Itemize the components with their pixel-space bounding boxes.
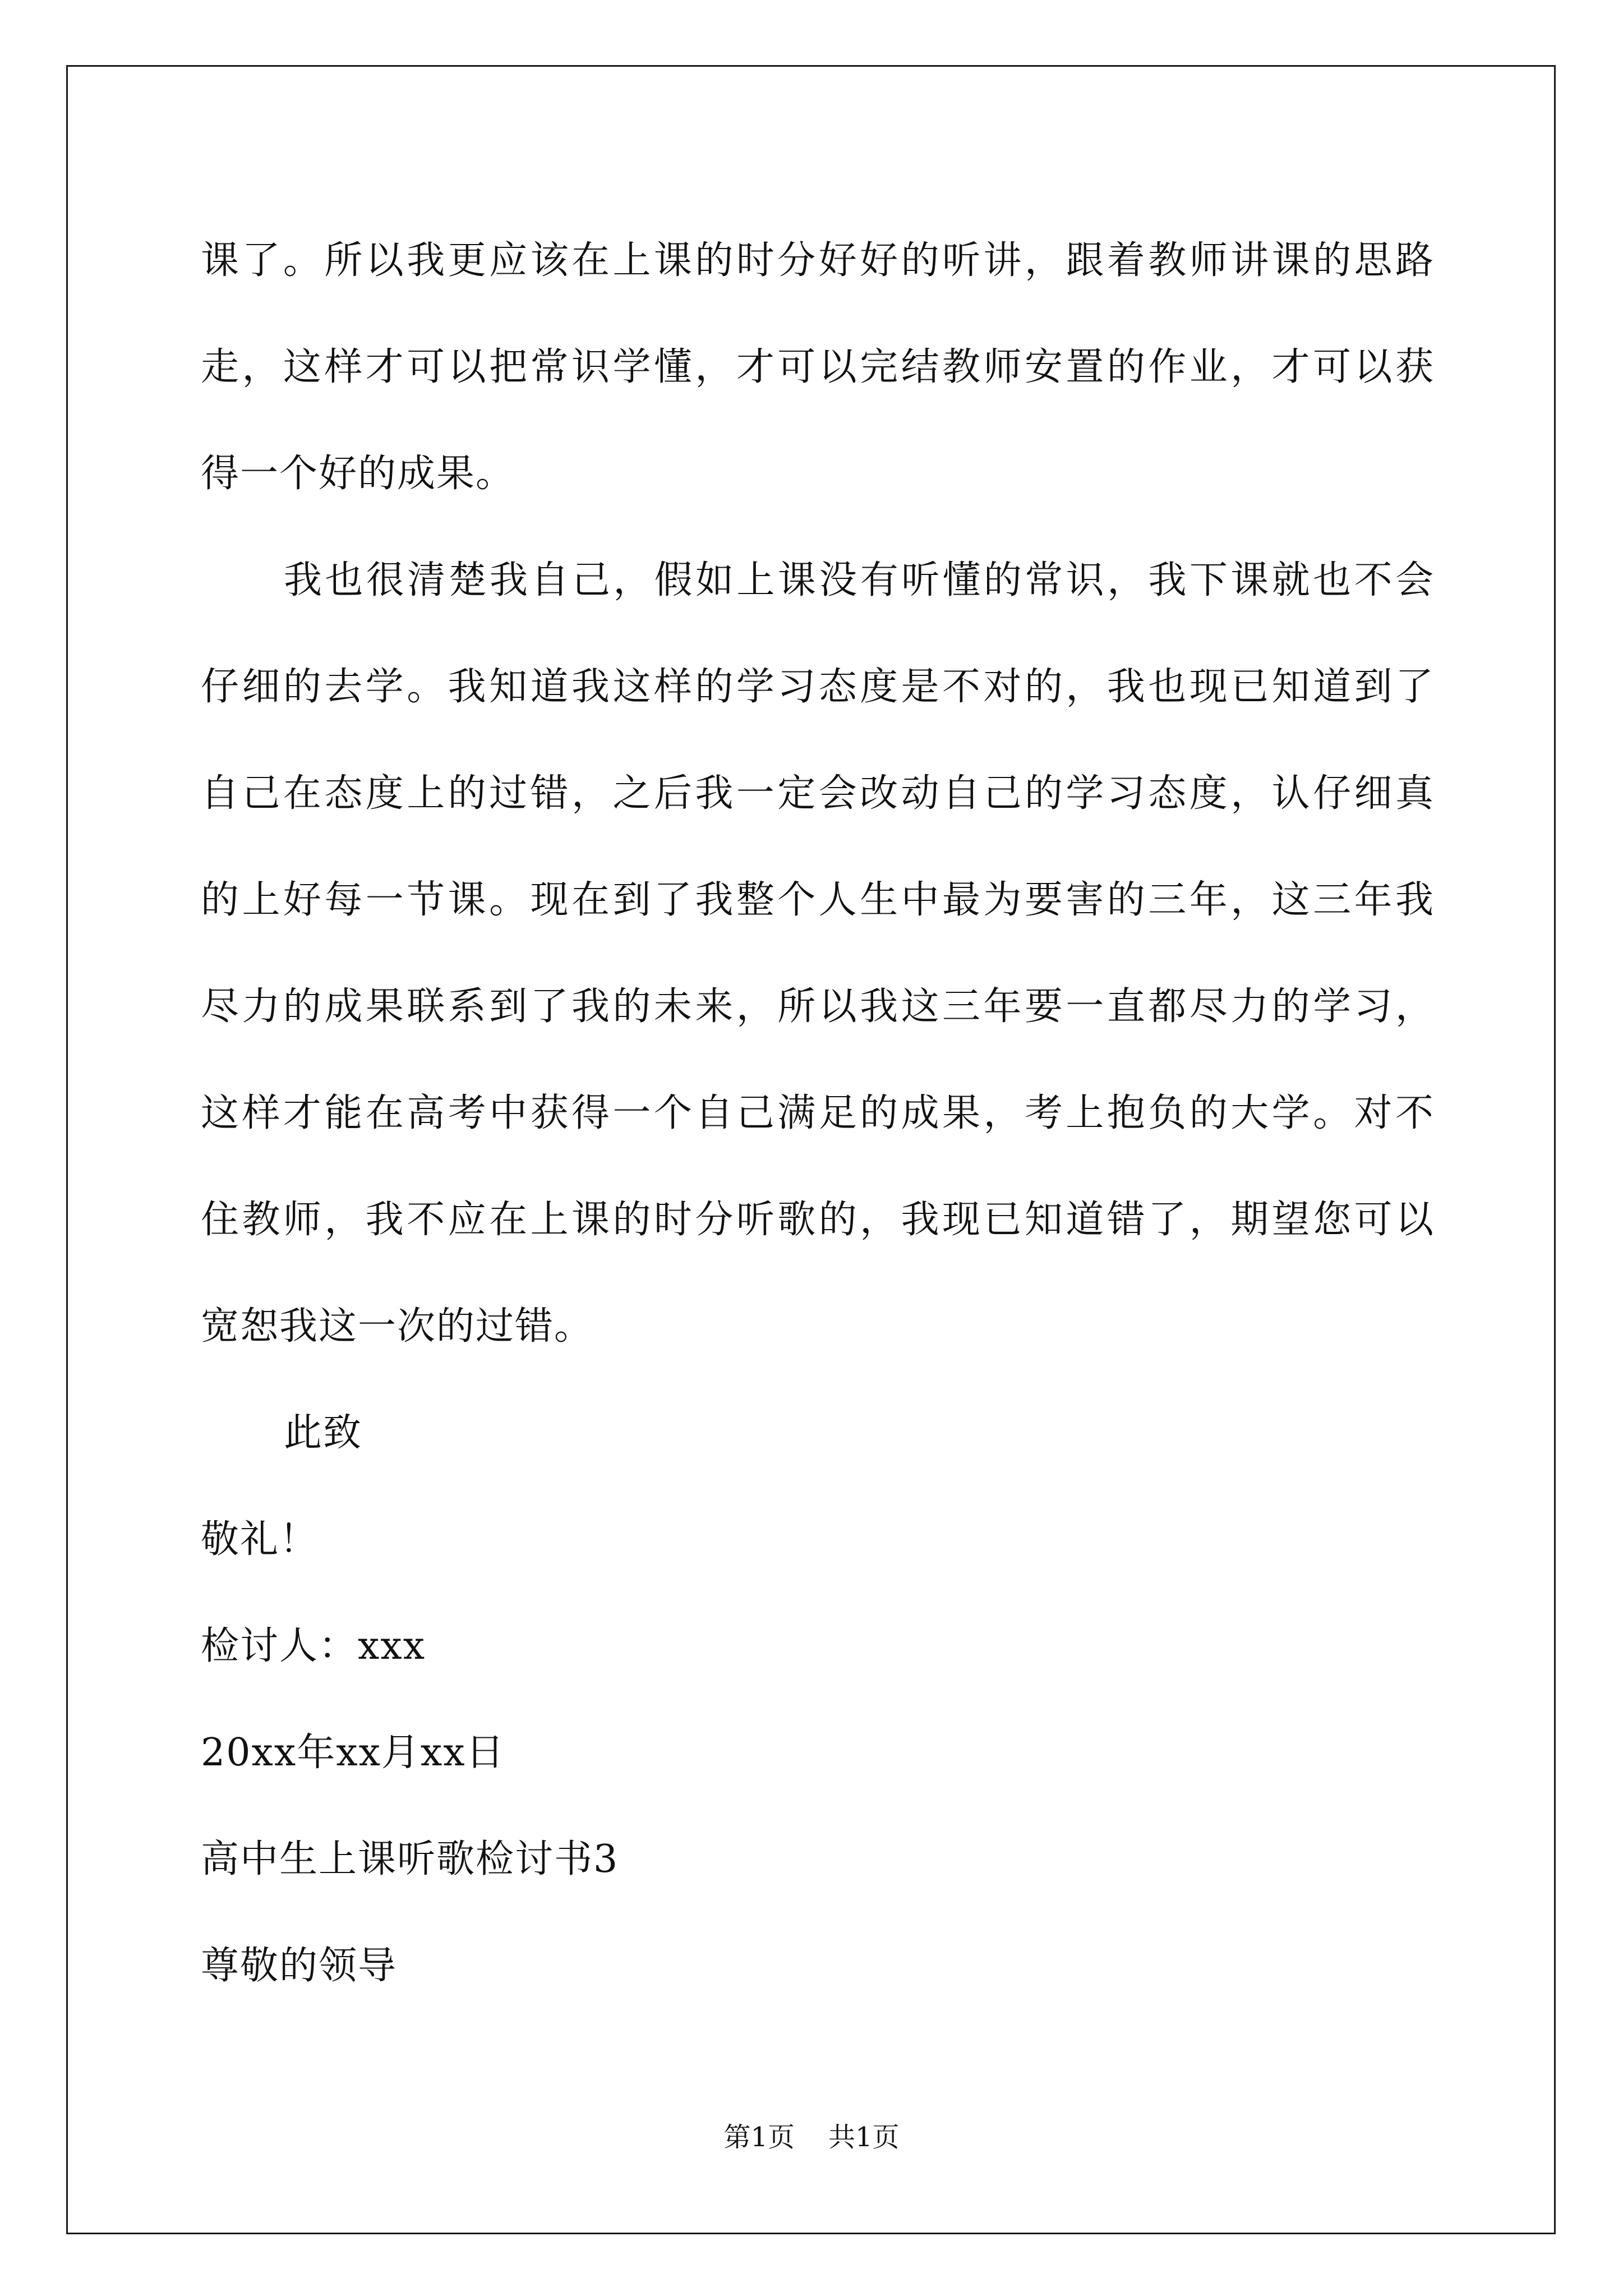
document-body bbox=[201, 208, 1435, 2019]
paragraph-line: 课了。所以我更应该在上课的时分好好的听讲，跟着教师讲课的思路 bbox=[201, 238, 1435, 283]
closing-salutation: 此致 bbox=[284, 1411, 363, 1455]
greeting-line: 尊敬的领导 bbox=[201, 1944, 398, 1988]
section-title: 高中生上课听歌检讨书3 bbox=[201, 1837, 619, 1881]
page-total: 共1页 bbox=[828, 2122, 900, 2153]
closing-regards: 敬礼！ bbox=[201, 1517, 319, 1562]
paragraph-line: 仔细的去学。我知道我这样的学习态度是不对的，我也现已知道到了 bbox=[201, 665, 1435, 709]
date-line: 20xx年xx月xx日 bbox=[201, 1731, 505, 1775]
paragraph-line: 走，这样才可以把常识学懂，才可以完结教师安置的作业，才可以获 bbox=[201, 345, 1435, 389]
page-number: 第1页 bbox=[723, 2122, 795, 2153]
paragraph-line: 得一个好的成果。 bbox=[201, 452, 515, 496]
paragraph-line: 的上好每一节课。现在到了我整个人生中最为要害的三年，这三年我 bbox=[201, 878, 1435, 922]
paragraph-line: 自己在态度上的过错，之后我一定会改动自己的学习态度，认仔细真 bbox=[201, 771, 1435, 816]
signer-line: 检讨人：xxx bbox=[201, 1624, 426, 1668]
paragraph-line: 宽恕我这一次的过错。 bbox=[201, 1304, 594, 1349]
paragraph-line: 我也很清楚我自己，假如上课没有听懂的常识，我下课就也不会 bbox=[284, 558, 1435, 602]
paragraph-line: 尽力的成果联系到了我的未来，所以我这三年要一直都尽力的学习， bbox=[201, 984, 1435, 1029]
page-footer bbox=[0, 2120, 1623, 2154]
paragraph-line: 这样才能在高考中获得一个自己满足的成果，考上抱负的大学。对不 bbox=[201, 1091, 1435, 1135]
paragraph-line: 住教师，我不应在上课的时分听歌的，我现已知道错了，期望您可以 bbox=[201, 1198, 1435, 1242]
